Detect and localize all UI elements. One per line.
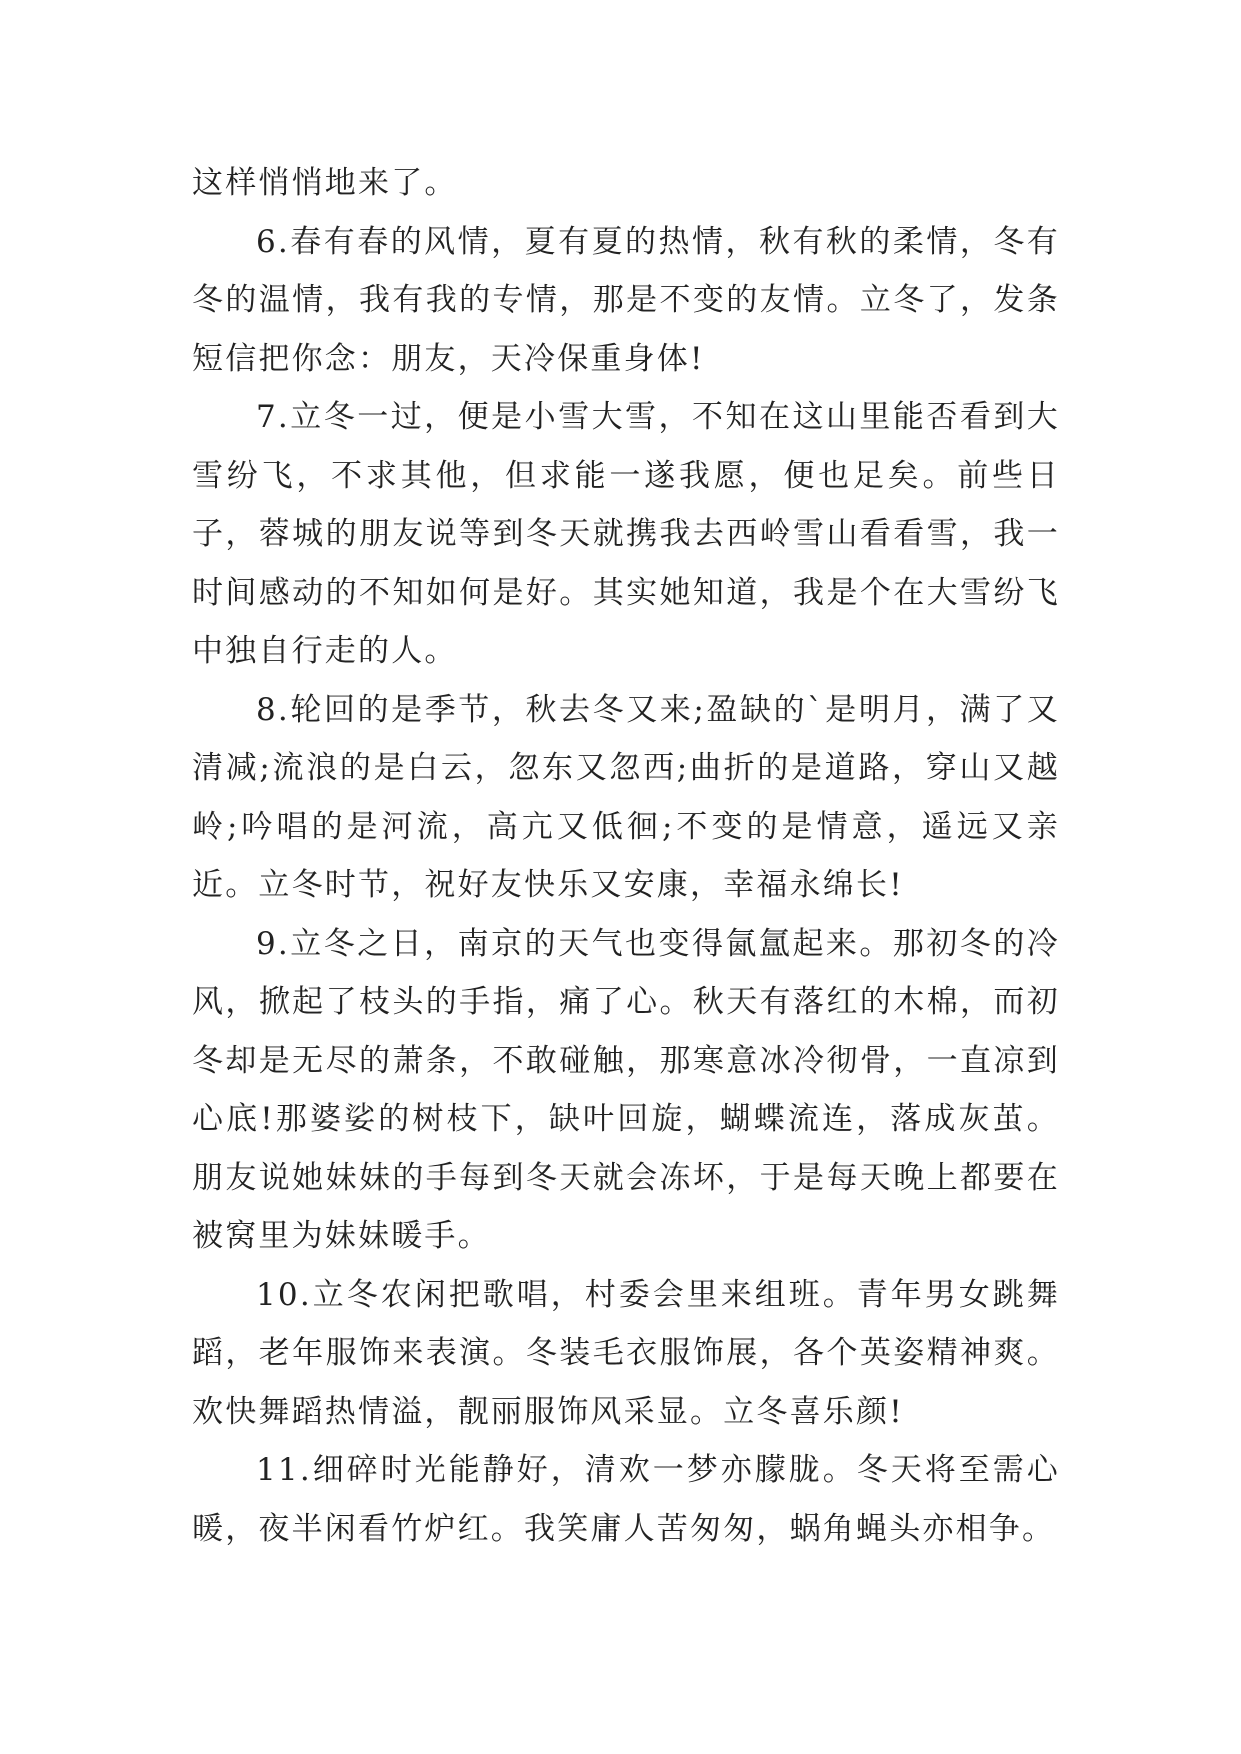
paragraph: 8.轮回的是季节，秋去冬又来;盈缺的`是明月，满了又清减;流浪的是白云，忽东又忽西;曲折的是道路，穿山又越岭;吟唱的是河流，高亢又低徊;不变的是情意，遥远又亲近。立冬时节，祝好友快乐又安康，幸福永绵长!	[192, 691, 1060, 903]
paragraph: 11.细碎时光能静好，清欢一梦亦朦胧。冬天将至需心暖，夜半闲看竹炉红。我笑庸人苦匆匆，蜗角蝇头亦相争。	[192, 1452, 1060, 1547]
paragraph: 6.春有春的风情，夏有夏的热情，秋有秋的柔情，冬有冬的温情，我有我的专情，那是不变的友情。立冬了，发条短信把你念：朋友，天冷保重身体!	[192, 223, 1060, 377]
paragraph: 7.立冬一过，便是小雪大雪，不知在这山里能否看到大雪纷飞，不求其他，但求能一遂我愿，便也足矣。前些日子，蓉城的朋友说等到冬天就携我去西岭雪山看看雪，我一时间感动的不知如何是好。其实她知道，我是个在大雪纷飞中独自行走的人。	[192, 399, 1060, 669]
paragraph: 9.立冬之日，南京的天气也变得氤氲起来。那初冬的冷风，掀起了枝头的手指，痛了心。秋天有落红的木棉，而初冬却是无尽的萧条，不敢碰触，那寒意冰冷彻骨，一直凉到心底!那婆娑的树枝下，缺叶回旋，蝴蝶流连，落成灰茧。朋友说她妹妹的手每到冬天就会冻坏，于是每天晚上都要在被窝里为妹妹暖手。	[192, 925, 1060, 1254]
paragraph: 这样悄悄地来了。	[192, 165, 458, 201]
paragraph: 10.立冬农闲把歌唱，村委会里来组班。青年男女跳舞蹈，老年服饰来表演。冬装毛衣服饰展，各个英姿精神爽。欢快舞蹈热情溢，靓丽服饰风采显。立冬喜乐颜!	[192, 1276, 1060, 1430]
document-body	[192, 154, 1060, 1558]
